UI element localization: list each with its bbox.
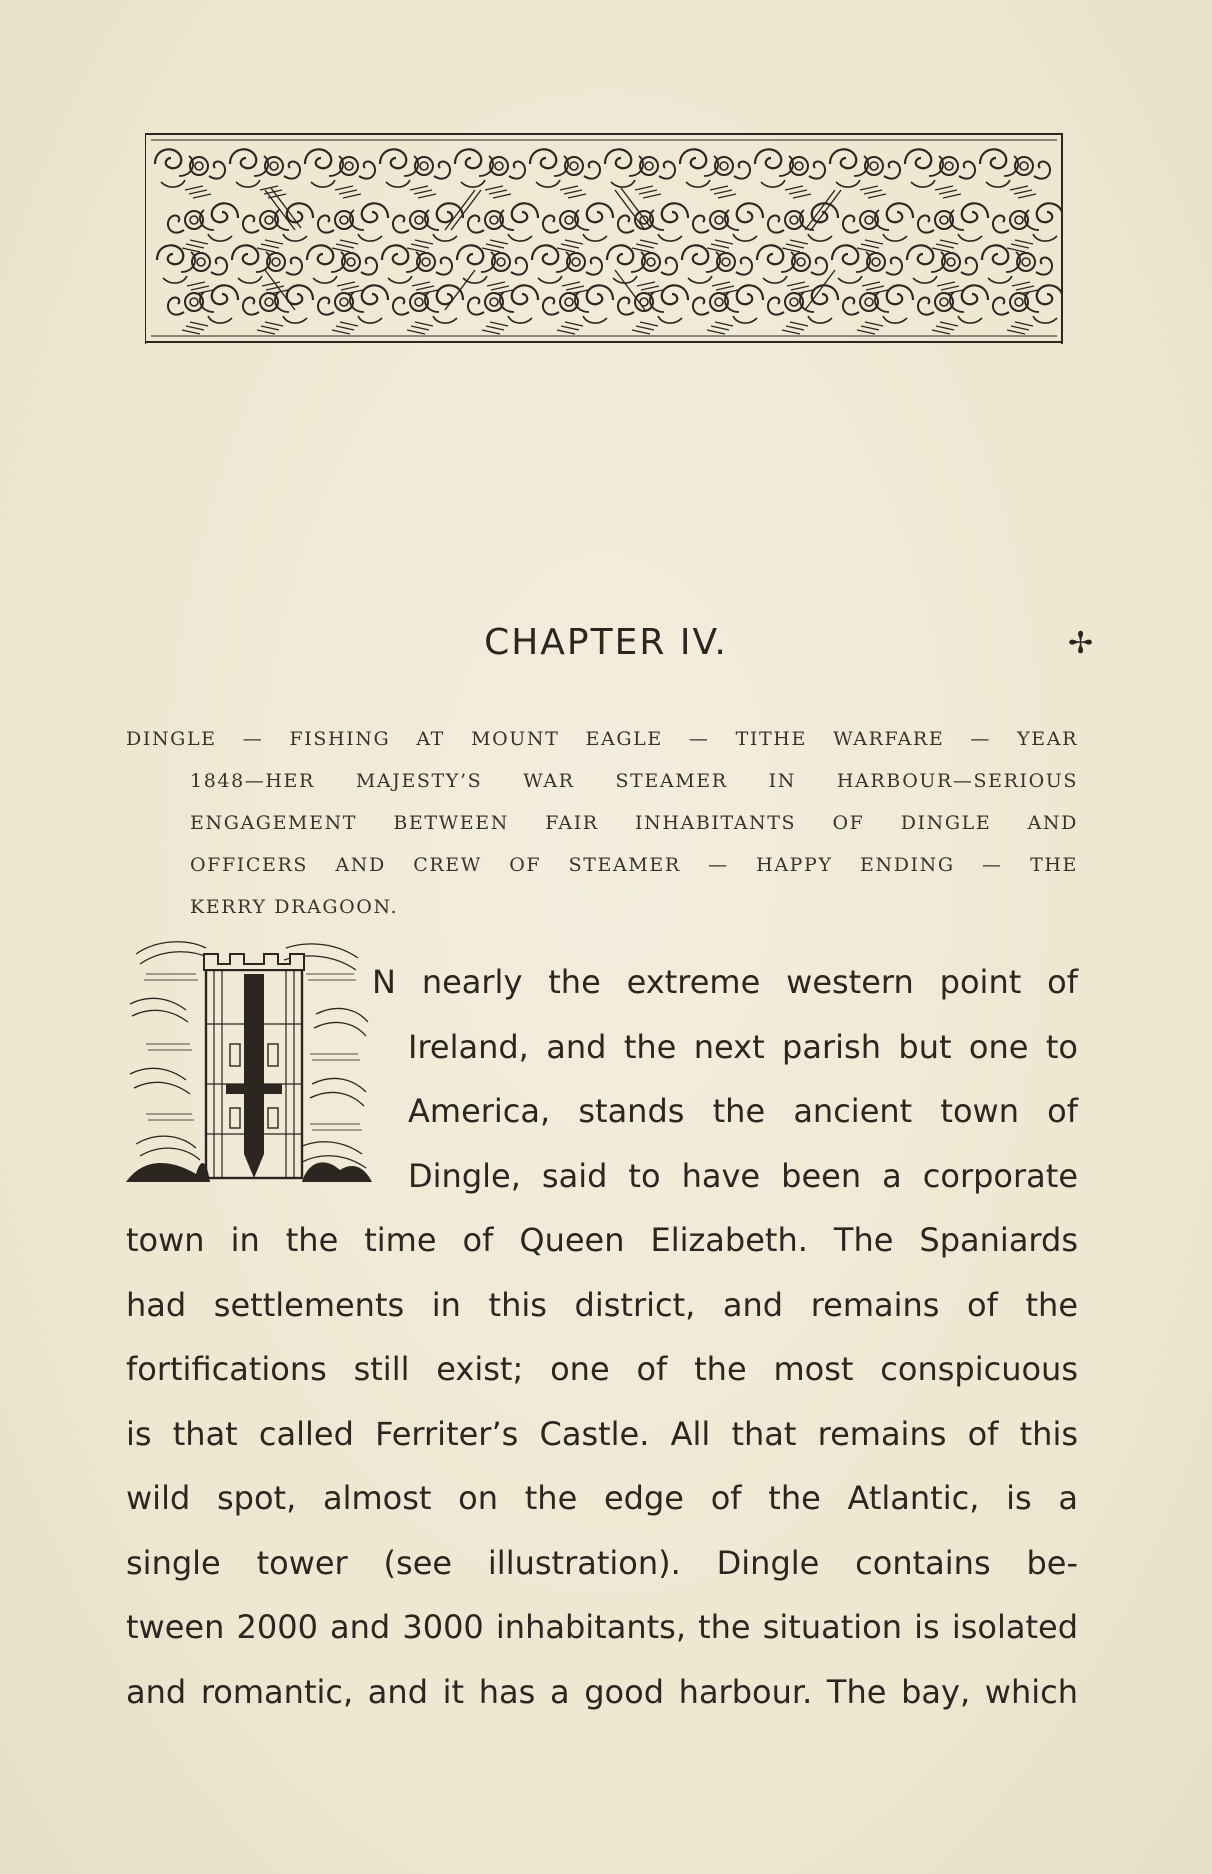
chapter-synopsis [126, 718, 1078, 928]
synopsis-line: 1848—HER MAJESTY’S WAR STEAMER IN HARBOUR—SERIOUS [190, 770, 1078, 792]
body-line: and romantic, and it has a good harbour. The bay, which [126, 1672, 1078, 1711]
body-line: tween 2000 and 3000 inhabitants, the situation is isolated [126, 1608, 1078, 1646]
margin-mark: ✢ [1068, 626, 1094, 661]
scroll-ornament-icon [145, 130, 1063, 345]
body-line: N nearly the extreme western point of [372, 963, 1078, 1001]
synopsis-line: ENGAGEMENT BETWEEN FAIR INHABITANTS OF DINGLE AND [190, 812, 1078, 834]
body-line: town in the time of Queen Elizabeth. The Spaniards [126, 1221, 1078, 1259]
synopsis-line: OFFICERS AND CREW OF STEAMER — HAPPY ENDING — THE [190, 854, 1078, 876]
body-line: had settlements in this district, and remains of the [126, 1285, 1078, 1324]
synopsis-line: KERRY DRAGOON. [190, 896, 399, 918]
ornamental-header-band [145, 130, 1063, 345]
body-line: wild spot, almost on the edge of the Atlantic, is a [126, 1479, 1078, 1517]
chapter-body [126, 950, 1078, 1724]
body-line: fortifications still exist; one of the most conspicuous [126, 1350, 1078, 1388]
body-line: Dingle, said to have been a corporate [408, 1156, 1078, 1195]
body-line: Ireland, and the next parish but one to [408, 1027, 1078, 1066]
body-line: single tower (see illustration). Dingle contains be- [126, 1543, 1078, 1582]
synopsis-line: DINGLE — FISHING AT MOUNT EAGLE — TITHE WARFARE — YEAR [126, 728, 1078, 750]
body-line: America, stands the ancient town of [408, 1092, 1078, 1130]
chapter-heading: CHAPTER IV. [484, 622, 728, 663]
body-line: is that called Ferriter’s Castle. All that remains of this [126, 1414, 1078, 1453]
